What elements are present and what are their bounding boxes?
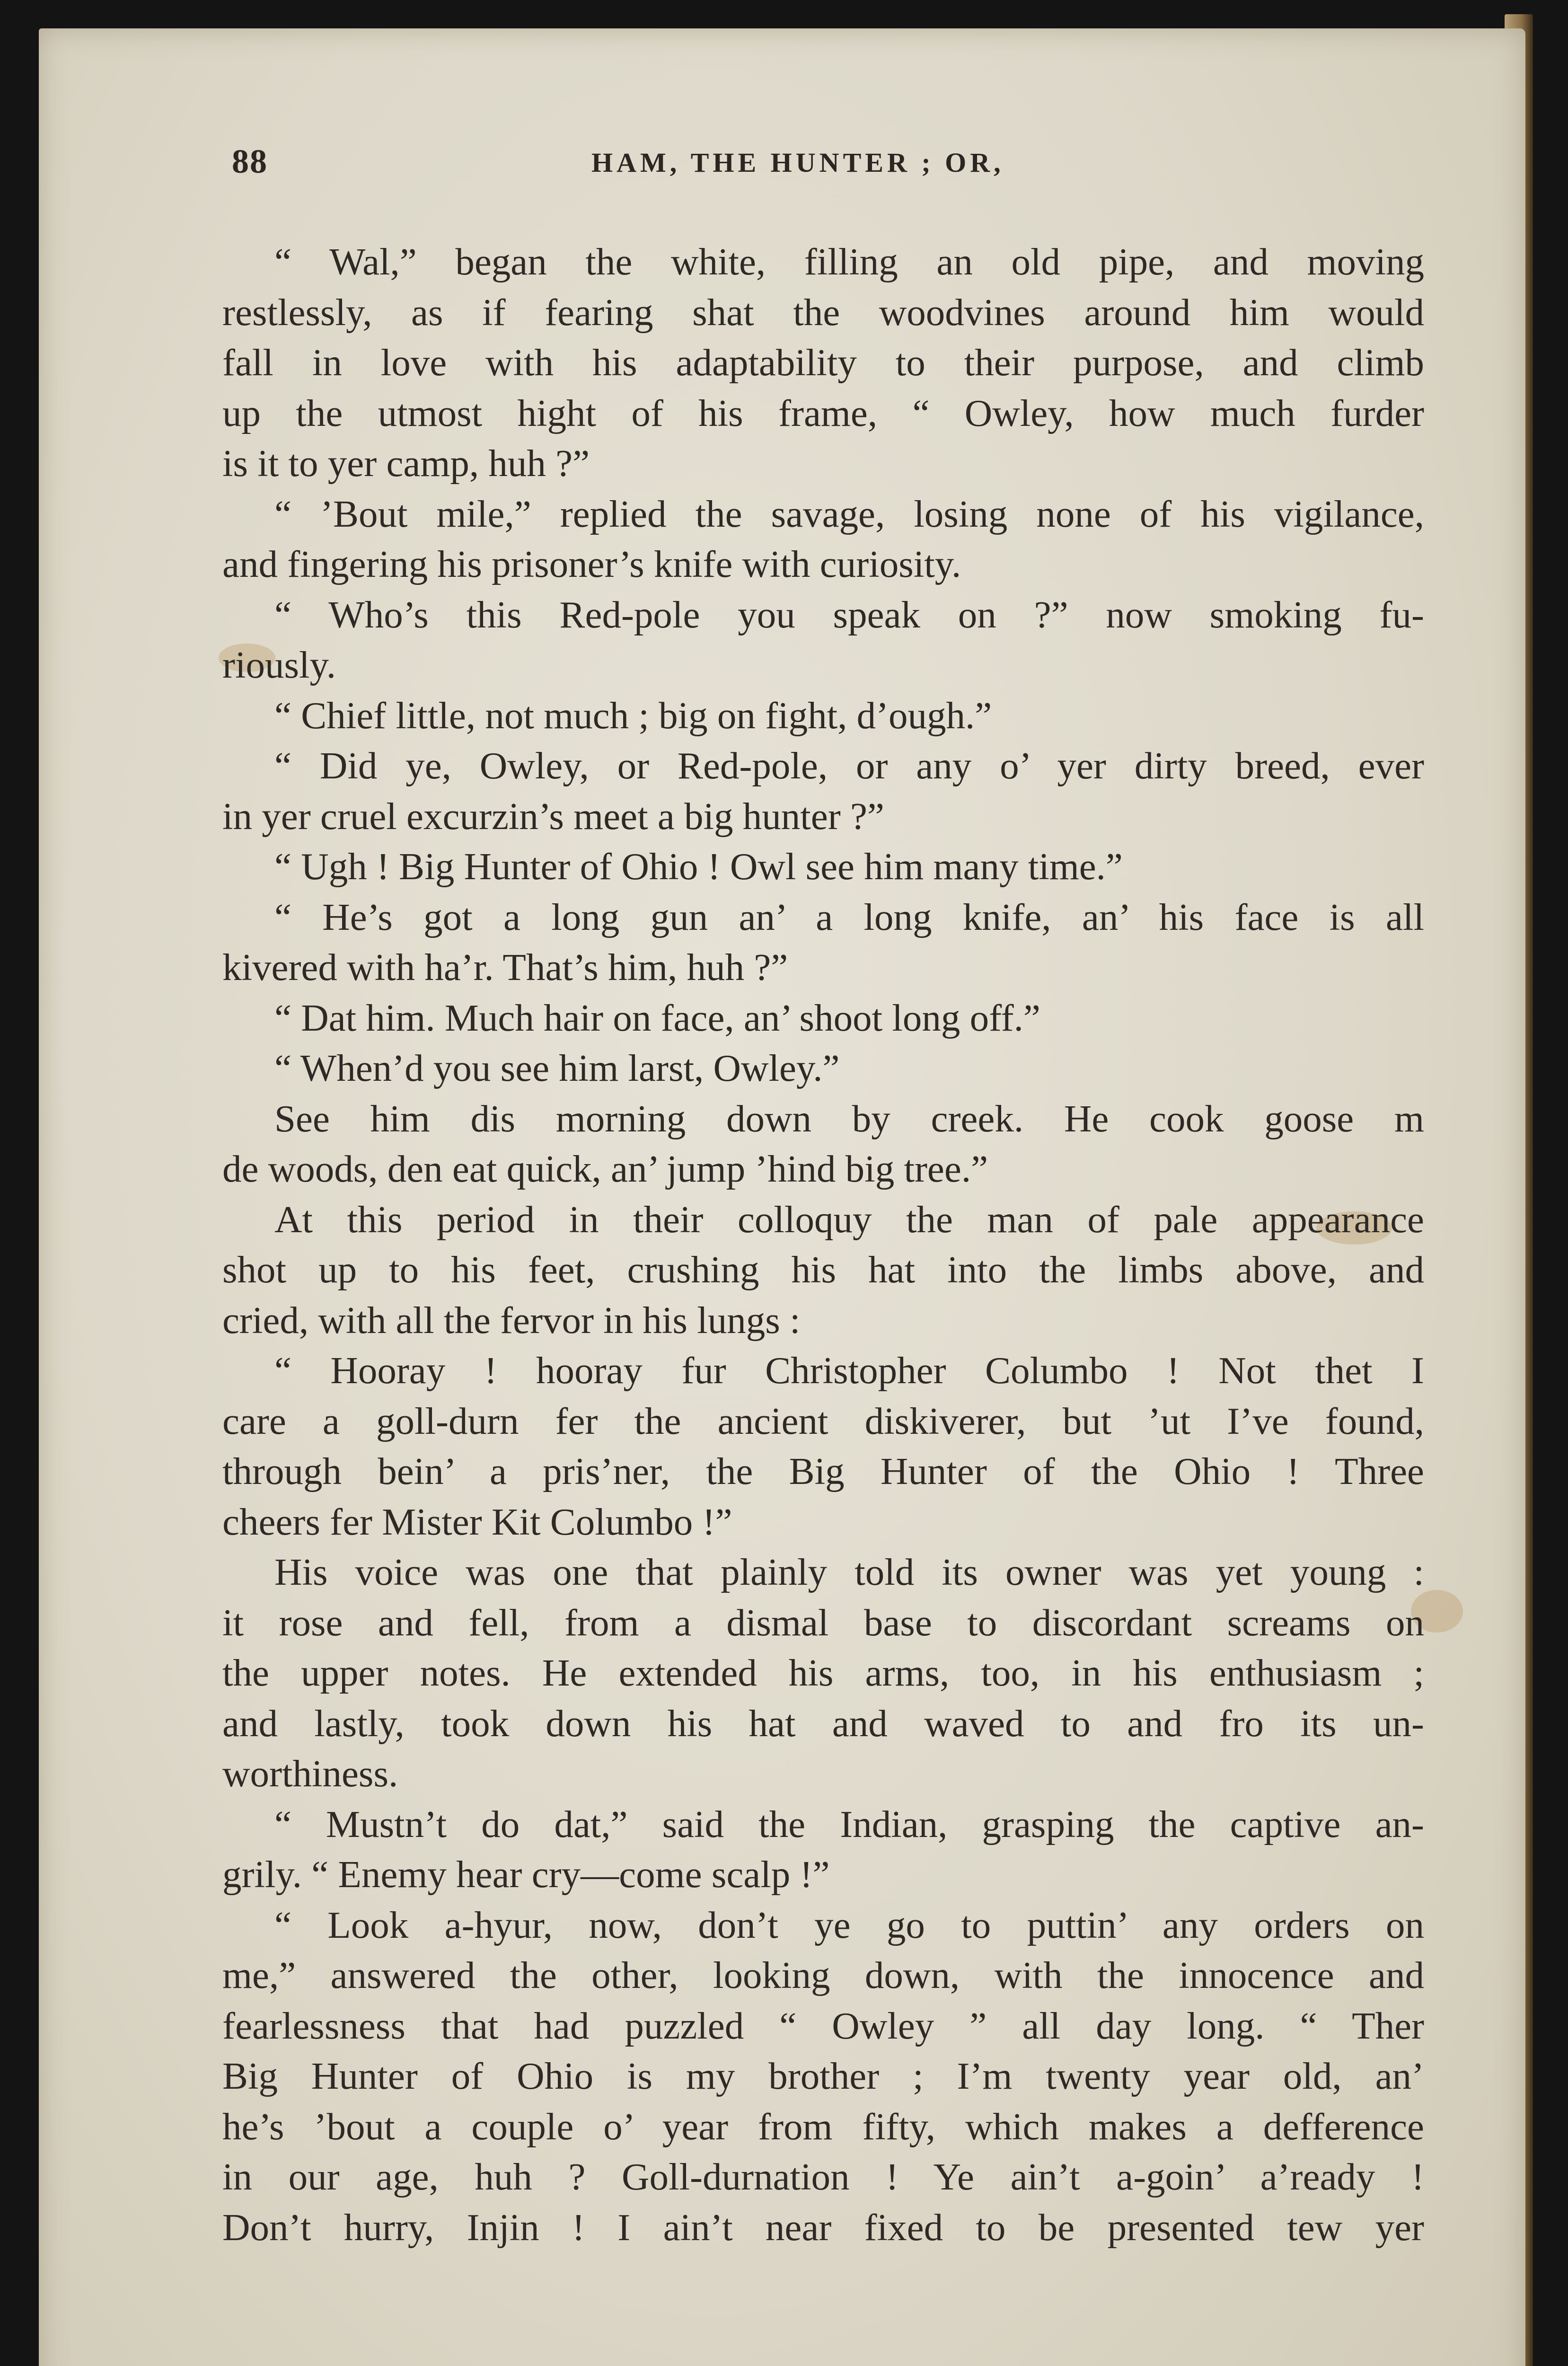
page-number: 88	[232, 142, 268, 180]
text-line: cried, with all the fervor in his lungs :	[222, 1298, 801, 1342]
text-line: in our age, huh ? Goll-durnation ! Ye ain’t a-goin’ a’ready !	[222, 2155, 1424, 2198]
text-line: restlessly, as if fearing shat the woodvines around him would	[222, 291, 1424, 334]
text-line: Big Hunter of Ohio is my brother ; I’m twenty year old, an’	[222, 2055, 1424, 2097]
text-line: fearlessness that had puzzled “ Owley ” all day long. “ Ther	[222, 2004, 1424, 2047]
running-head: HAM, THE HUNTER ; OR,	[591, 147, 1004, 178]
text-line: Don’t hurry, Injin ! I ain’t near fixed to be presented tew yer	[222, 2206, 1424, 2249]
text-line: At this period in their colloquy the man of pale appearance	[274, 1198, 1424, 1241]
text-line: “ Who’s this Red-pole you speak on ?” now smoking fu-	[274, 593, 1424, 636]
text-line: through bein’ a pris’ner, the Big Hunter of the Ohio ! Three	[222, 1450, 1424, 1492]
text-line: “ Dat him. Much hair on face, an’ shoot long off.”	[274, 996, 1040, 1039]
text-line: “ Look a-hyur, now, don’t ye go to puttin’ any orders on	[274, 1903, 1424, 1946]
text-line: cheers fer Mister Kit Columbo !”	[222, 1500, 732, 1543]
text-line: and lastly, took down his hat and waved to and fro its un-	[222, 1702, 1424, 1745]
text-line: the upper notes. He extended his arms, too, in his enthusiasm ;	[222, 1651, 1424, 1694]
text-line: in yer cruel excurzin’s meet a big hunter ?”	[222, 795, 884, 838]
text-line: grily. “ Enemy hear cry—come scalp !”	[222, 1853, 830, 1896]
text-line: His voice was one that plainly told its owner was yet young :	[274, 1551, 1424, 1593]
text-line: “ Did ye, Owley, or Red-pole, or any o’ yer dirty breed, ever	[274, 744, 1424, 787]
text-line: See him dis morning down by creek. He cook goose m	[274, 1097, 1424, 1140]
text-line: “ Mustn’t do dat,” said the Indian, grasping the captive an-	[274, 1802, 1424, 1845]
text-line: “ Chief little, not much ; big on fight, d’ough.”	[274, 694, 992, 737]
text-line: and fingering his prisoner’s knife with curiosity.	[222, 543, 961, 585]
text-line: he’s ’bout a couple o’ year from fifty, which makes a defference	[222, 2105, 1424, 2148]
text-line: riously.	[222, 644, 336, 686]
text-line: “ When’d you see him larst, Owley.”	[274, 1047, 840, 1089]
text-line: “ He’s got a long gun an’ a long knife, an’ his face is all	[274, 895, 1424, 938]
text-line: is it to yer camp, huh ?”	[222, 442, 590, 485]
text-line: care a goll-durn fer the ancient diskiverer, but ’ut I’ve found,	[222, 1399, 1424, 1442]
text-line: up the utmost hight of his frame, “ Owley, how much furder	[222, 391, 1424, 434]
text-line: kivered with ha’r. That’s him, huh ?”	[222, 946, 788, 989]
text-line: “ Ugh ! Big Hunter of Ohio ! Owl see him many time.”	[274, 845, 1123, 888]
text-line: worthiness.	[222, 1752, 398, 1795]
text-line: it rose and fell, from a dismal base to discordant screams on	[222, 1601, 1424, 1644]
page-header	[232, 142, 1424, 189]
text-line: “ ’Bout mile,” replied the savage, losing none of his vigilance,	[274, 492, 1424, 535]
text-line: “ Wal,” began the white, filling an old pipe, and moving	[274, 240, 1424, 283]
text-line: shot up to his feet, crushing his hat into the limbs above, and	[222, 1248, 1424, 1291]
text-line: me,” answered the other, looking down, with the innocence and	[222, 1954, 1424, 1996]
text-line: de woods, den eat quick, an’ jump ’hind big tree.”	[222, 1148, 988, 1190]
text-line: “ Hooray ! hooray fur Christopher Columbo ! Not thet I	[274, 1349, 1424, 1392]
body-text	[222, 237, 1424, 2252]
text-line: fall in love with his adaptability to their purpose, and climb	[222, 341, 1424, 384]
